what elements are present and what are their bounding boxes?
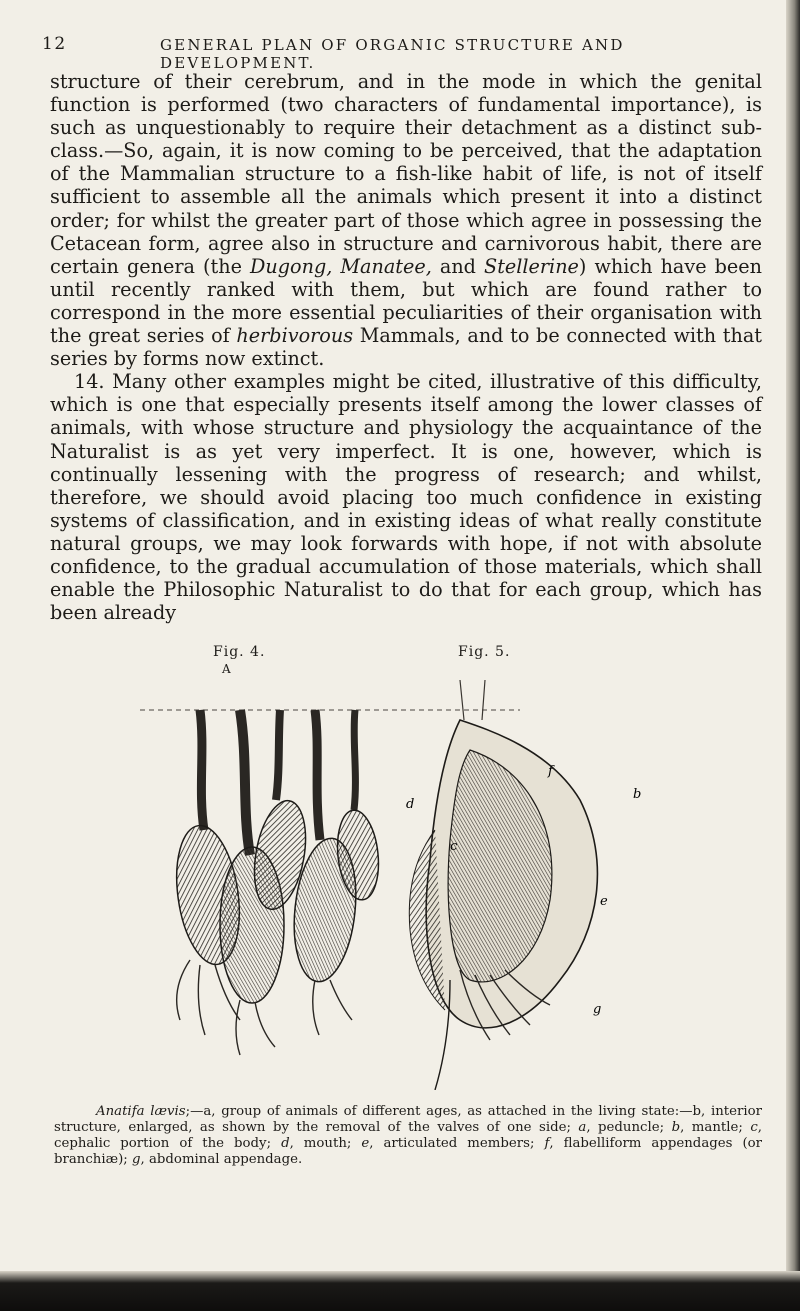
peduncle [276,710,280,800]
text-run-italic: Dugong, Manatee, [250,254,432,278]
label-b: b [633,787,642,802]
paragraph-2 [50,370,762,624]
caption-run-italic: a [578,1120,587,1135]
text-run-italic: Stellerine [484,254,579,278]
caption-run: , articulated members; [369,1136,545,1151]
caption-run-italic: e [361,1136,370,1151]
page-header [42,34,772,72]
cirri [236,1000,275,1055]
caption-run: , peduncle; [586,1120,672,1135]
fig-4-label: Fig. 4. [213,644,266,660]
label-c: c [450,839,458,854]
caption-run: , flabelliform appendages (or branchiæ); [54,1136,763,1167]
label-e: e [600,894,608,909]
label-g: g [593,1002,602,1017]
caption-run-italic: Anatifa lævis [96,1104,186,1119]
text-run: 14. Many other examples might be cited, illustrative of this difficulty, which is one that especially presents itself among the lower classes of animals, with whose structure and physiology the acquaintance of the Naturalist is as yet very imperfect. It is one, however, which is continually lessening with the progress of research; and whilst, therefore, we should avoid placing too much confidence in existing systems of classification, and in existing ideas of what really constitute natural groups, we may look forwards with hope, if not with absolute confidence, to the gradual accumulation of those materials, which shall enable the Philosophic Naturalist to do that for each group, which has been already [50,370,762,625]
running-title: GENERAL PLAN OF ORGANIC STRUCTURE AND DEVELOPMENT. [160,36,625,72]
peduncle [354,710,355,810]
caption-run: , mouth; [289,1136,362,1151]
caption-run: , mantle; [680,1120,751,1135]
paragraph-1 [50,70,762,370]
scan-bottom-band [0,1271,800,1311]
peduncle [315,710,320,840]
peduncle [200,710,204,830]
text-run-italic: herbivorous [236,324,354,348]
caption-run-italic: g [132,1152,141,1167]
page-number: 12 [42,34,67,54]
caption-run: , abdominal appendage. [140,1152,303,1167]
peduncle-lines [460,680,485,720]
text-run: ) which have been until recently ranked with them, but which are found rather to correspond in the more essential peculiarities of their organisation with the great series of [50,254,762,348]
label-d: d [406,797,415,812]
caption-run-italic: d [281,1136,290,1151]
caption-run: ;—a, group of animals of different ages, as attached in the living state:—b, interior structure, enlarged, as shown by the removal of the valves of one side; [54,1104,762,1135]
fig-5-drawing [409,680,597,1090]
text-run: and [431,254,485,278]
text-run: Mammals, and to be connected with that series by forms now extinct. [50,324,762,371]
figure-caption [54,1104,762,1168]
body-text [50,70,762,624]
label-f: f [548,764,553,779]
caption-run-italic: f [544,1136,550,1151]
caption-run-italic: c [750,1120,758,1135]
cirri [313,980,352,1035]
fig-4-drawing [169,710,383,1055]
fig-5-label: Fig. 5. [458,644,511,660]
peduncle [240,710,250,855]
text-run: structure of their cerebrum, and in the mode in which the genital function is performed (two characters of fundamental importance), is such as unquestionably to require their detachment as a distinct sub-class.—So, again, it is now coming to be perceived, that the adaptation of the Mammalian structure to a fish-like habit of life, is not of itself sufficient to assemble all the animals which present it into a distinct order; for whilst the greater part of those which agree in possessing the Cetacean form, agree also in structure and carnivorous habit, there are certain genera (the [50,70,762,278]
caption-run: , cephalic portion of the body; [54,1120,762,1151]
caption-run-italic: b [671,1120,681,1135]
page-edge-shadow [786,0,800,1311]
fig-4-sublabel: A [222,662,231,676]
anatifa-illustration [130,680,700,1090]
